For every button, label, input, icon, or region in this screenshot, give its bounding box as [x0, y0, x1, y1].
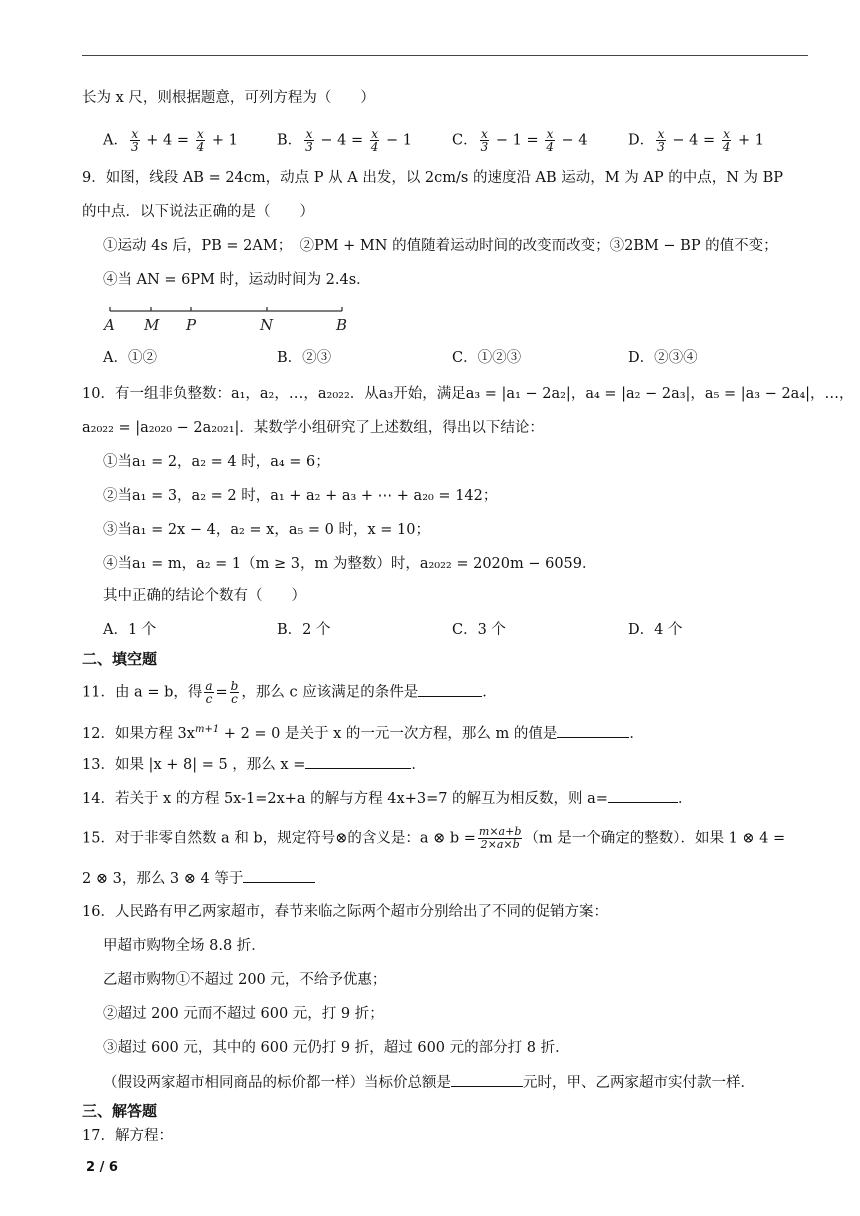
- q10-option-c: C．3 个: [452, 622, 506, 638]
- q10-line2: a₂₀₂₂ = |a₂₀₂₀ − 2a₂₀₂₁|．某数学小组研究了上述数组，得出以下结论：: [82, 420, 544, 436]
- q16-line3: 乙超市购物①不超过 200 元，不给予优惠；: [103, 972, 387, 988]
- q10-conclusion-2: ②当a₁ = 3，a₂ = 2 时，a₁ + a₂ + a₃ + ⋯ + a₂₀ = 142；: [103, 488, 498, 504]
- q16-line6: （假设两家超市相同商品的标价都一样）当标价总额是 元时，甲、乙两家超市实付款一样．: [103, 1072, 755, 1093]
- q9-line1: 9．如图，线段 AB = 24cm，动点 P 从 A 出发，以 2cm/s 的速度沿 AB 运动，M 为 AP 的中点，N 为 BP: [82, 170, 784, 186]
- q16-answer-blank[interactable]: [451, 1072, 523, 1087]
- figure-label-n: N: [260, 316, 274, 334]
- q12-answer-blank[interactable]: [557, 723, 629, 738]
- q9-option-a: A．①②: [103, 350, 157, 366]
- q14-answer-blank[interactable]: [608, 788, 678, 803]
- q12: 12．如果方程 $3x^{m+1} + 2 = 0$ 是关于 x 的一元一次方程，那么 m 的值是 ．: [82, 724, 644, 742]
- q9-segment-figure: [100, 303, 360, 335]
- section-heading-solve: 三、解答题: [82, 1102, 158, 1120]
- q9-line2: 的中点．以下说法正确的是（ ）: [82, 204, 314, 220]
- q8-option-a: A． $\frac{x}{3}$ + 4 = $\frac{x}{4}$ + 1: [103, 127, 238, 154]
- q16-line1: 16．人民路有甲乙两家超市，春节来临之际两个超市分别给出了不同的促销方案：: [82, 904, 608, 920]
- q11-answer-blank[interactable]: [418, 682, 482, 697]
- figure-label-b: B: [336, 316, 348, 334]
- q10-conclusion-4: ④当a₁ = m，a₂ = 1（m ≥ 3，m 为整数）时，a₂₀₂₂ = 2020m − 6059．: [103, 556, 597, 572]
- q16-line2: 甲超市购物全场 8.8 折．: [103, 938, 266, 954]
- q15-line1: 15．对于非零自然数 a 和 b，规定符号⊗的含义是：a ⊗ b = $\frac{m\times a+b}{2\times a\times b}$ （m 是一个确定的整数）．如果 1 ⊗ 4 =: [82, 825, 786, 851]
- figure-label-a: A: [104, 316, 115, 334]
- q10-conclusion-3: ③当a₁ = 2x − 4，a₂ = x，a₅ = 0 时，x = 10；: [103, 522, 430, 538]
- q10-option-b: B．2 个: [277, 622, 331, 638]
- section-heading-fill-in: 二、填空题: [82, 650, 158, 668]
- figure-label-m: M: [144, 316, 160, 334]
- q15-answer-blank[interactable]: [243, 868, 315, 883]
- q8-stem: 长为 x 尺，则根据题意，可列方程为（ ）: [82, 90, 375, 106]
- q14: 14．若关于 x 的方程 5x-1=2x+a 的解与方程 4x+3=7 的解互为相反数，则 a= ．: [82, 788, 692, 809]
- q11: 11．由 a = b，得 $\frac{a}{c}$ = $\frac{b}{c}$ ，那么 c 应该满足的条件是 ．: [82, 679, 497, 706]
- q10-line1: 10．有一组非负整数：a₁，a₂，…，a₂₀₂₂．从a₃开始，满足a₃ = |a₁ − 2a₂|，a₄ = |a₂ − 2a₃|，a₅ = |a₃ − 2a₄|，…，: [82, 386, 854, 402]
- q17: 17．解方程：: [82, 1128, 173, 1144]
- q16-line5: ③超过 600 元，其中的 600 元仍打 9 折，超过 600 元的部分打 8 折．: [103, 1040, 570, 1056]
- q9-statement2: ④当 AN = 6PM 时，运动时间为 2.4s．: [103, 272, 371, 288]
- q8-option-c: C． $\frac{x}{3}$ − 1 = $\frac{x}{4}$ − 4: [452, 127, 588, 154]
- header-rule: [82, 55, 808, 56]
- q9-option-b: B．②③: [277, 350, 332, 366]
- page-number: 2 / 6: [86, 1160, 118, 1175]
- q9-statement1: ①运动 4s 后，PB = 2AM； ②PM + MN 的值随着运动时间的改变而改变；③2BM − BP 的值不变；: [103, 238, 778, 254]
- q9-option-c: C．①②③: [452, 350, 522, 366]
- q10-ask: 其中正确的结论个数有（ ）: [103, 588, 306, 604]
- q13-answer-blank[interactable]: [305, 754, 411, 769]
- q15-line2: 2 ⊗ 3，那么 3 ⊗ 4 等于: [82, 868, 315, 889]
- q10-conclusion-1: ①当a₁ = 2，a₂ = 4 时，a₄ = 6；: [103, 454, 330, 470]
- q9-option-d: D．②③④: [628, 350, 698, 366]
- q8-option-d: D． $\frac{x}{3}$ − 4 = $\frac{x}{4}$ + 1: [628, 127, 764, 154]
- q13: 13．如果 |x + 8| = 5 ，那么 x = ．: [82, 754, 426, 775]
- q8-option-b: B． $\frac{x}{3}$ − 4 = $\frac{x}{4}$ − 1: [277, 127, 412, 154]
- q10-option-a: A．1 个: [103, 622, 157, 638]
- q16-line4: ②超过 200 元而不超过 600 元，打 9 折；: [103, 1006, 384, 1022]
- q10-option-d: D．4 个: [628, 622, 683, 638]
- figure-label-p: P: [186, 316, 197, 334]
